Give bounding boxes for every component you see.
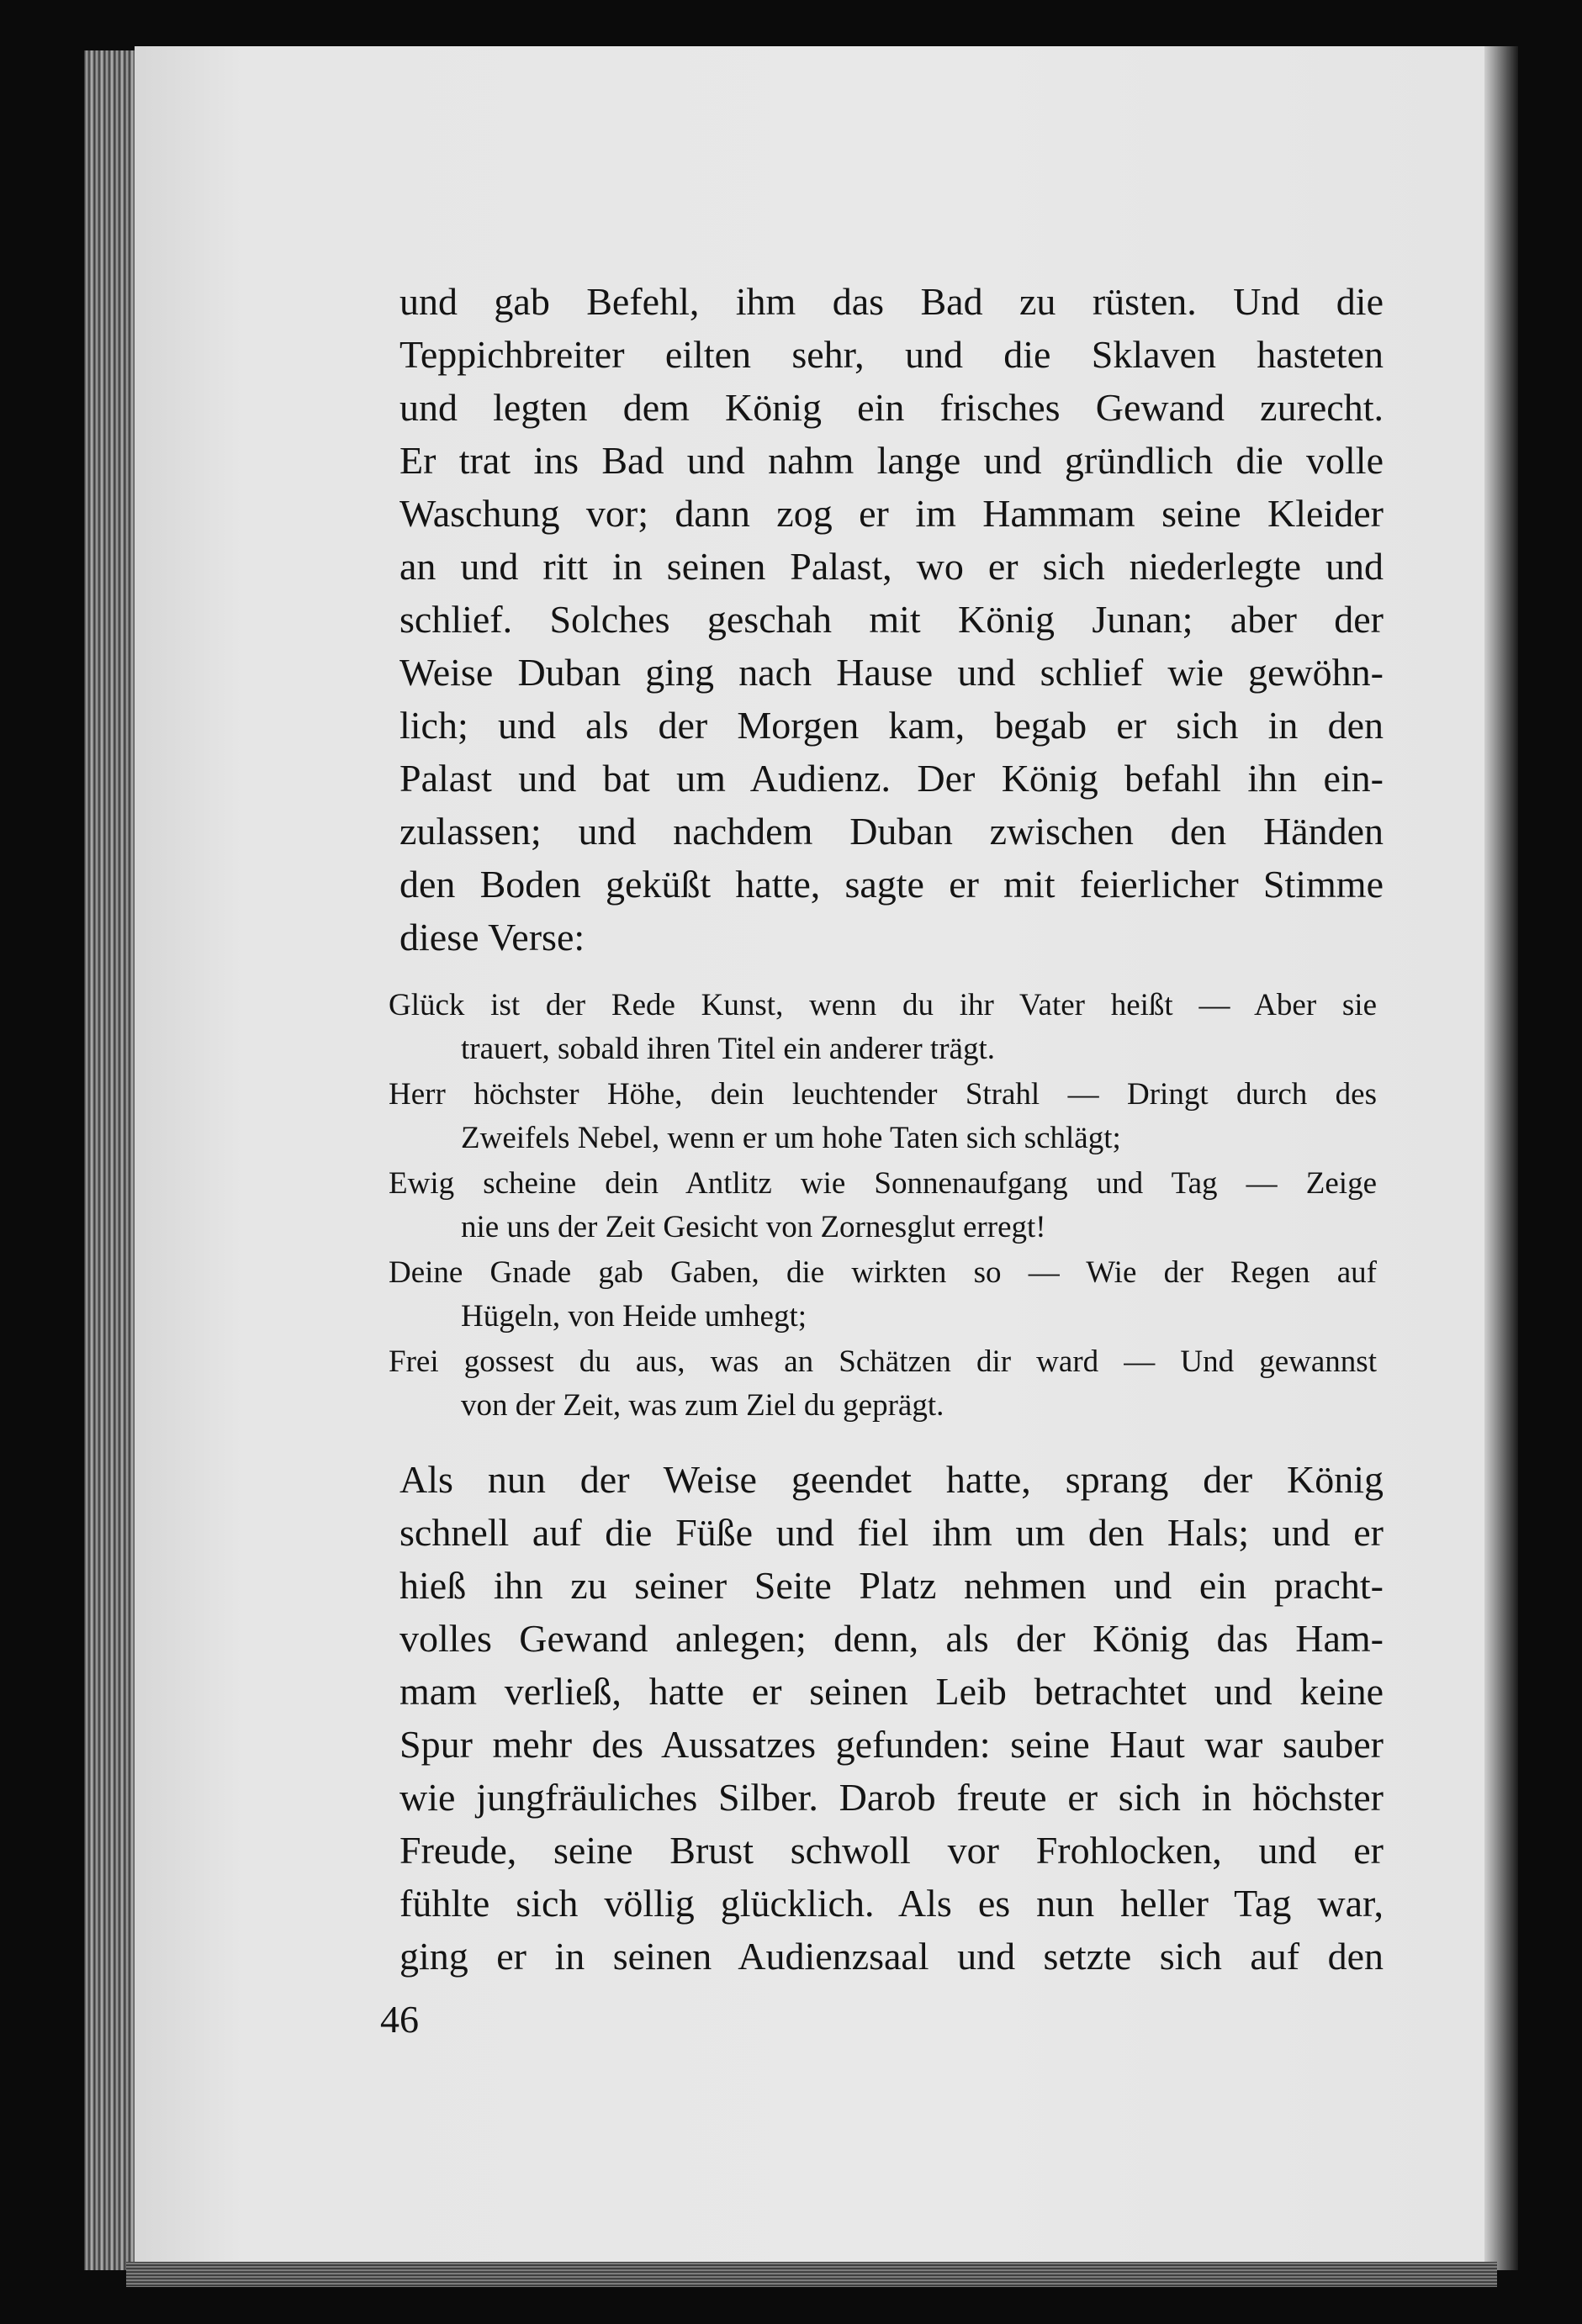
text-line: den Boden geküßt hatte, sagte er mit feierlicher Stimme xyxy=(399,863,1384,906)
text-line: volles Gewand anlegen; denn, als der König das Ham- xyxy=(399,1617,1384,1660)
verse-line: Glück ist der Rede Kunst, wenn du ihr Vater heißt — Aber sie xyxy=(389,988,1377,1022)
text-line: mam verließ, hatte er seinen Leib betrachtet und keine xyxy=(399,1670,1384,1713)
text-line: zulassen; und nachdem Duban zwischen den Händen xyxy=(399,810,1384,853)
text-line: ging er in seinen Audienzsaal und setzte sich auf den xyxy=(399,1935,1384,1978)
verse-continuation: Zweifels Nebel, wenn er um hohe Taten sich schlägt; xyxy=(461,1121,1121,1155)
text-line: lich; und als der Morgen kam, begab er sich in den xyxy=(399,704,1384,747)
verse-continuation: nie uns der Zeit Gesicht von Zornesglut erregt! xyxy=(461,1210,1046,1244)
text-line: schlief. Solches geschah mit König Junan; aber der xyxy=(399,598,1384,641)
text-line: Teppichbreiter eilten sehr, und die Sklaven hasteten xyxy=(399,333,1384,376)
text-line: wie jungfräuliches Silber. Darob freute er sich in höchster xyxy=(399,1776,1384,1819)
verse-continuation: von der Zeit, was zum Ziel du geprägt. xyxy=(461,1388,944,1423)
text-line: Freude, seine Brust schwoll vor Frohlocken, und er xyxy=(399,1829,1384,1872)
text-line: Spur mehr des Aussatzes gefunden: seine Haut war sauber xyxy=(399,1723,1384,1766)
verse-continuation: Hügeln, von Heide umhegt; xyxy=(461,1299,807,1334)
text-line: Als nun der Weise geendet hatte, sprang der König xyxy=(399,1458,1384,1501)
text-line: schnell auf die Füße und fiel ihm um den Hals; und er xyxy=(399,1511,1384,1554)
verse-line: Frei gossest du aus, was an Schätzen dir ward — Und gewannst xyxy=(389,1344,1377,1379)
text-line: Er trat ins Bad und nahm lange und gründlich die volle xyxy=(399,439,1384,482)
text-line: und legten dem König ein frisches Gewand zurecht. xyxy=(399,386,1384,429)
text-line: Weise Duban ging nach Hause und schlief wie gewöhn- xyxy=(399,651,1384,694)
page-number: 46 xyxy=(380,1998,419,2041)
text-line: und gab Befehl, ihm das Bad zu rüsten. Und die xyxy=(399,280,1384,323)
paragraph-1 xyxy=(399,275,1384,964)
text-line: fühlte sich völlig glücklich. Als es nun heller Tag war, xyxy=(399,1882,1384,1925)
verse-line: Ewig scheine dein Antlitz wie Sonnenaufgang und Tag — Zeige xyxy=(389,1166,1377,1201)
verse-block xyxy=(389,984,1377,1429)
paragraph-2 xyxy=(399,1453,1384,1983)
verse-line: Herr höchster Höhe, dein leuchtender Strahl — Dringt durch des xyxy=(389,1077,1377,1112)
text-line: diese Verse: xyxy=(399,916,585,959)
page-right-shadow xyxy=(1484,46,1518,2270)
text-line: an und ritt in seinen Palast, wo er sich niederlegte und xyxy=(399,545,1384,588)
verse-continuation: trauert, sobald ihren Titel ein anderer trägt. xyxy=(461,1032,995,1066)
text-line: Waschung vor; dann zog er im Hammam seine Kleider xyxy=(399,492,1384,535)
verse-line: Deine Gnade gab Gaben, die wirkten so — Wie der Regen auf xyxy=(389,1255,1377,1290)
page-bottom-edge xyxy=(126,2262,1497,2287)
text-line: Palast und bat um Audienz. Der König befahl ihn ein- xyxy=(399,757,1384,800)
text-line: hieß ihn zu seiner Seite Platz nehmen und ein pracht- xyxy=(399,1564,1384,1607)
